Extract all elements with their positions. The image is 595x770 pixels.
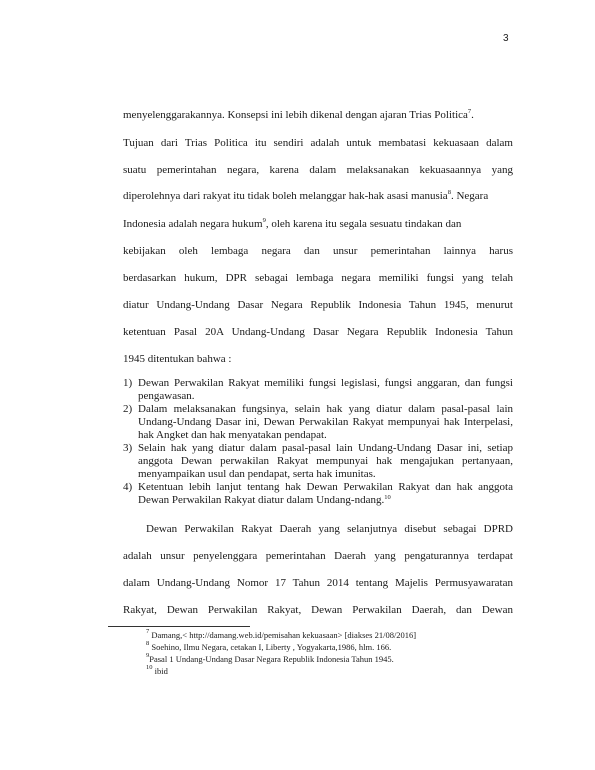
body-line: Tujuan dari Trias Politica itu sendiri adalah untuk membatasi kekuasaan dalam [123, 137, 513, 149]
footnote: $^{10}$ ibid [146, 664, 168, 676]
body-line: suatu pemerintahan negara, karena dalam melaksanakan kekuasaannya yang [123, 164, 513, 176]
body-line: ketentuan Pasal 20A Undang-Undang Dasar Negara Republik Indonesia Tahun [123, 326, 513, 338]
list-text: Dalam melaksanakan fungsinya, selain hak yang diatur dalam pasal-pasal lain Undang-Undang Dasar ini, Dewan Perwakilan Rakyat mempunyai hak Interpelasi, hak Angket dan hak menyatakan pendapat. [138, 403, 513, 441]
footnote: $^9$Pasal 1 Undang-Undang Dasar Negara Republik Indonesia Tahun 1945. [146, 652, 394, 664]
list-item [123, 377, 513, 403]
body-line: berdasarkan hukum, DPR sebagai lembaga negara memiliki fungsi yang telah [123, 272, 513, 284]
list-text: Selain hak yang diatur dalam pasal-pasal lain Undang-Undang Dasar ini, setiap anggota Dewan perwakilan Rakyat mempunyai hak mengajukan pertanyaan, menyampaikan usul dan pendapat, serta hak imunitas. [138, 442, 513, 480]
footnote-ref: 10 [384, 494, 391, 501]
list-text: Ketentuan lebih lanjut tentang hak Dewan Perwakilan Rakyat dan hak anggota Dewan Perwakilan Rakyat diatur dalam Undang-ndang.$^{10}$ [138, 481, 513, 506]
list-text: Dewan Perwakilan Rakyat memiliki fungsi legislasi, fungsi anggaran, dan fungsi pengawasan. [138, 377, 513, 402]
body-line: kebijakan oleh lembaga negara dan unsur pemerintahan lainnya harus [123, 245, 513, 257]
body-line: diperolehnya dari rakyat itu tidak boleh melanggar hak-hak asasi manusia$^8$. Negara [123, 189, 489, 202]
body-line: Rakyat, Dewan Perwakilan Rakyat, Dewan Perwakilan Daerah, dan Dewan [123, 604, 513, 616]
body-line: Indonesia adalah negara hukum$^9$, oleh karena itu segala sesuatu tindakan dan [123, 217, 462, 230]
body-line: dalam Undang-Undang Nomor 17 Tahun 2014 tentang Majelis Permusyawaratan [123, 577, 513, 589]
body-line: menyelenggarakannya. Konsepsi ini lebih dikenal dengan ajaran Trias Politica$^7$. [123, 108, 474, 121]
list-number: 4) [123, 481, 133, 493]
list-number: 3) [123, 442, 133, 454]
list-item [123, 403, 513, 442]
footnote: $^7$ Damang,< http://damang.web.id/pemisahan kekuasaan> [diakses 21/08/2016] [146, 628, 417, 640]
numbered-list [123, 377, 513, 507]
body-line: Dewan Perwakilan Rakyat Daerah yang selanjutnya disebut sebagai DPRD [146, 523, 513, 535]
body-line: 1945 ditentukan bahwa : [123, 353, 232, 365]
list-item [123, 442, 513, 481]
list-number: 1) [123, 377, 133, 389]
body-line: adalah unsur penyelenggara pemerintahan Daerah yang pengaturannya terdapat [123, 550, 513, 562]
list-number: 2) [123, 403, 133, 415]
footnote-divider [108, 626, 250, 627]
page-number: 3 [503, 33, 509, 44]
body-line: diatur Undang-Undang Dasar Negara Republik Indonesia Tahun 1945, menurut [123, 299, 513, 311]
footnote: $^8$ Soehino, Ilmu Negara, cetakan I, Liberty , Yogyakarta,1986, hlm. 166. [146, 640, 392, 652]
list-item [123, 481, 513, 507]
